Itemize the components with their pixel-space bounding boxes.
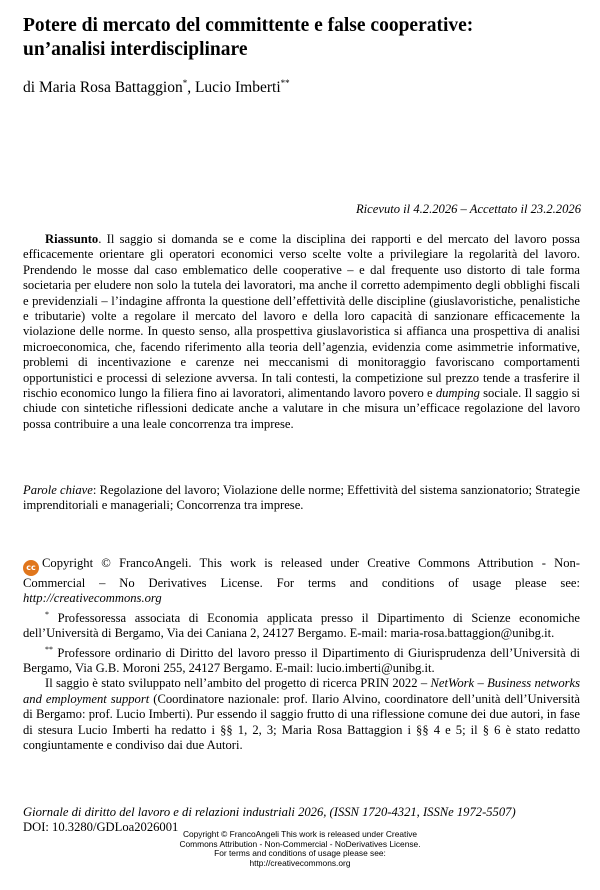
abstract-label: Riassunto	[45, 232, 99, 246]
footnote-2	[23, 642, 580, 677]
journal-citation: Giornale di diritto del lavoro e di relazioni industriali 2026, (ISSN 1720-4321, ISSNe 1972-5507)	[23, 805, 516, 819]
footnotes	[23, 556, 580, 753]
footer-line-3: For terms and conditions of usage please see:	[214, 848, 386, 859]
title-line-2: un’analisi interdisciplinare	[23, 39, 248, 60]
title-line-1: Potere di mercato del committente e false cooperative:	[23, 15, 474, 36]
cc-icon: cc	[23, 560, 39, 576]
abstract-emphasis: dumping	[435, 386, 480, 401]
author-1-note-mark: *	[182, 78, 188, 88]
footnote-1	[23, 607, 580, 642]
footnote-2-text: Professore ordinario di Diritto del lavoro presso il Dipartimento di Giurisprudenza dell’Università di Bergamo, Via G.B. Moroni 255, 24127 Bergamo. E-mail: lucio.imberti@unibg.it.	[23, 645, 580, 676]
project-text-a: Il saggio è stato sviluppato nell’ambito del progetto di ricerca PRIN 2022 –	[45, 676, 431, 691]
author-1: Maria Rosa Battaggion	[38, 79, 183, 96]
article-authors	[23, 78, 290, 97]
copyright-text: Copyright © FrancoAngeli. This work is released under Creative Commons Attribution - Non-Commercial – No Derivatives License. For terms and conditions of usage please see:	[23, 556, 580, 590]
footer-line-2: Commons Attribution - Non-Commercial - NoDerivatives License.	[179, 838, 421, 849]
copyright-link[interactable]: http://creativecommons.org	[23, 591, 162, 606]
license-footer	[150, 830, 450, 868]
received-accepted-dates: Ricevuto il 4.2.2026 – Accettato il 23.2.2026	[355, 202, 581, 216]
author-2-note-mark: **	[280, 78, 290, 88]
footnote-1-text: Professoressa associata di Economia applicata presso il Dipartimento di Scienze economiche dell’Università di Bergamo, Via dei Caniana 2, 24127 Bergamo. E-mail: maria-rosa.battaggion@unibg.it.	[23, 610, 580, 641]
project-note	[23, 676, 580, 753]
article-title	[23, 14, 583, 62]
footer-link[interactable]: http://creativecommons.org	[249, 857, 351, 868]
footnote-1-mark: *	[45, 609, 49, 619]
author-2: Lucio Imberti	[194, 79, 281, 96]
abstract-text-end: sociale. Il saggio si chiude con sintetiche riflessioni dedicate anche a valutare in che misura un’efficace regolazione del lavoro possa contribuire a una leale concorrenza tra imprese.	[23, 386, 580, 431]
authors-prefix: di	[23, 79, 39, 96]
footer-line-1: Copyright © FrancoAngeli This work is released under Creative	[182, 829, 418, 839]
project-text-b: (Coordinatore nazionale: prof. Ilario Alvino, coordinatore dell’unità dell’Università di Bergamo: prof. Lucio Imberti). Pur essendo il saggio frutto di una riflessione comune dei due autori, in fase di stesura Lucio Imberti ha redatto i §§ 1, 2, 3; Maria Rosa Battaggion i §§ 4 e 5; il § 6 è stato redatto congiuntamente e condiviso dai due Autori.	[23, 691, 580, 753]
copyright-note	[23, 556, 580, 607]
abstract-text: . Il saggio si domanda se e come la disciplina dei rapporti e del mercato del lavoro possa efficacemente orientare gli operatori economici verso scelte volte a privilegiare la regolarità del lavoro. Prendendo le mosse dal caso emblematico delle cooperative – e dal frequente uso distorto di tale forma societaria per eludere non solo la tutela dei lavoratori, ma anche il corretto adempimento degli obblighi fiscali e previdenziali – l’indagine affronta la questione dell’effettività delle discipline (giuslavoristiche, penalistiche e tributarie) volte a regolare il mercato del lavoro e della loro capacità di sanzionare efficacemente la violazione delle norme. In questo senso, alla prospettiva giuslavoristica si affianca una prospettiva di analisi microeconomica, che, facendo riferimento alla teoria dell’agenzia, evidenzia come asimmetrie informative, problemi di incentivazione e carenze nei meccanismi di monitoraggio favoriscano comportamenti opportunistici e processi di selezione avversa. In tali contesti, la competizione sul prezzo tende a trasferire il rischio economico lungo la filiera fino ai lavoratori, alimentando lavoro povero e	[23, 232, 580, 401]
keywords	[23, 483, 580, 514]
project-name: NetWork – Business networks and employment support	[23, 676, 581, 706]
abstract	[23, 232, 580, 432]
doi: DOI: 10.3280/GDLoa2026001	[23, 820, 179, 834]
author-separator: ,	[187, 79, 195, 96]
keywords-label: Parole chiave	[23, 483, 93, 497]
footnote-2-mark: **	[45, 644, 53, 654]
keywords-text: : Regolazione del lavoro; Violazione delle norme; Effettività del sistema sanzionatorio; Strategie imprenditoriali e manageriali; Concorrenza tra imprese.	[23, 483, 580, 513]
